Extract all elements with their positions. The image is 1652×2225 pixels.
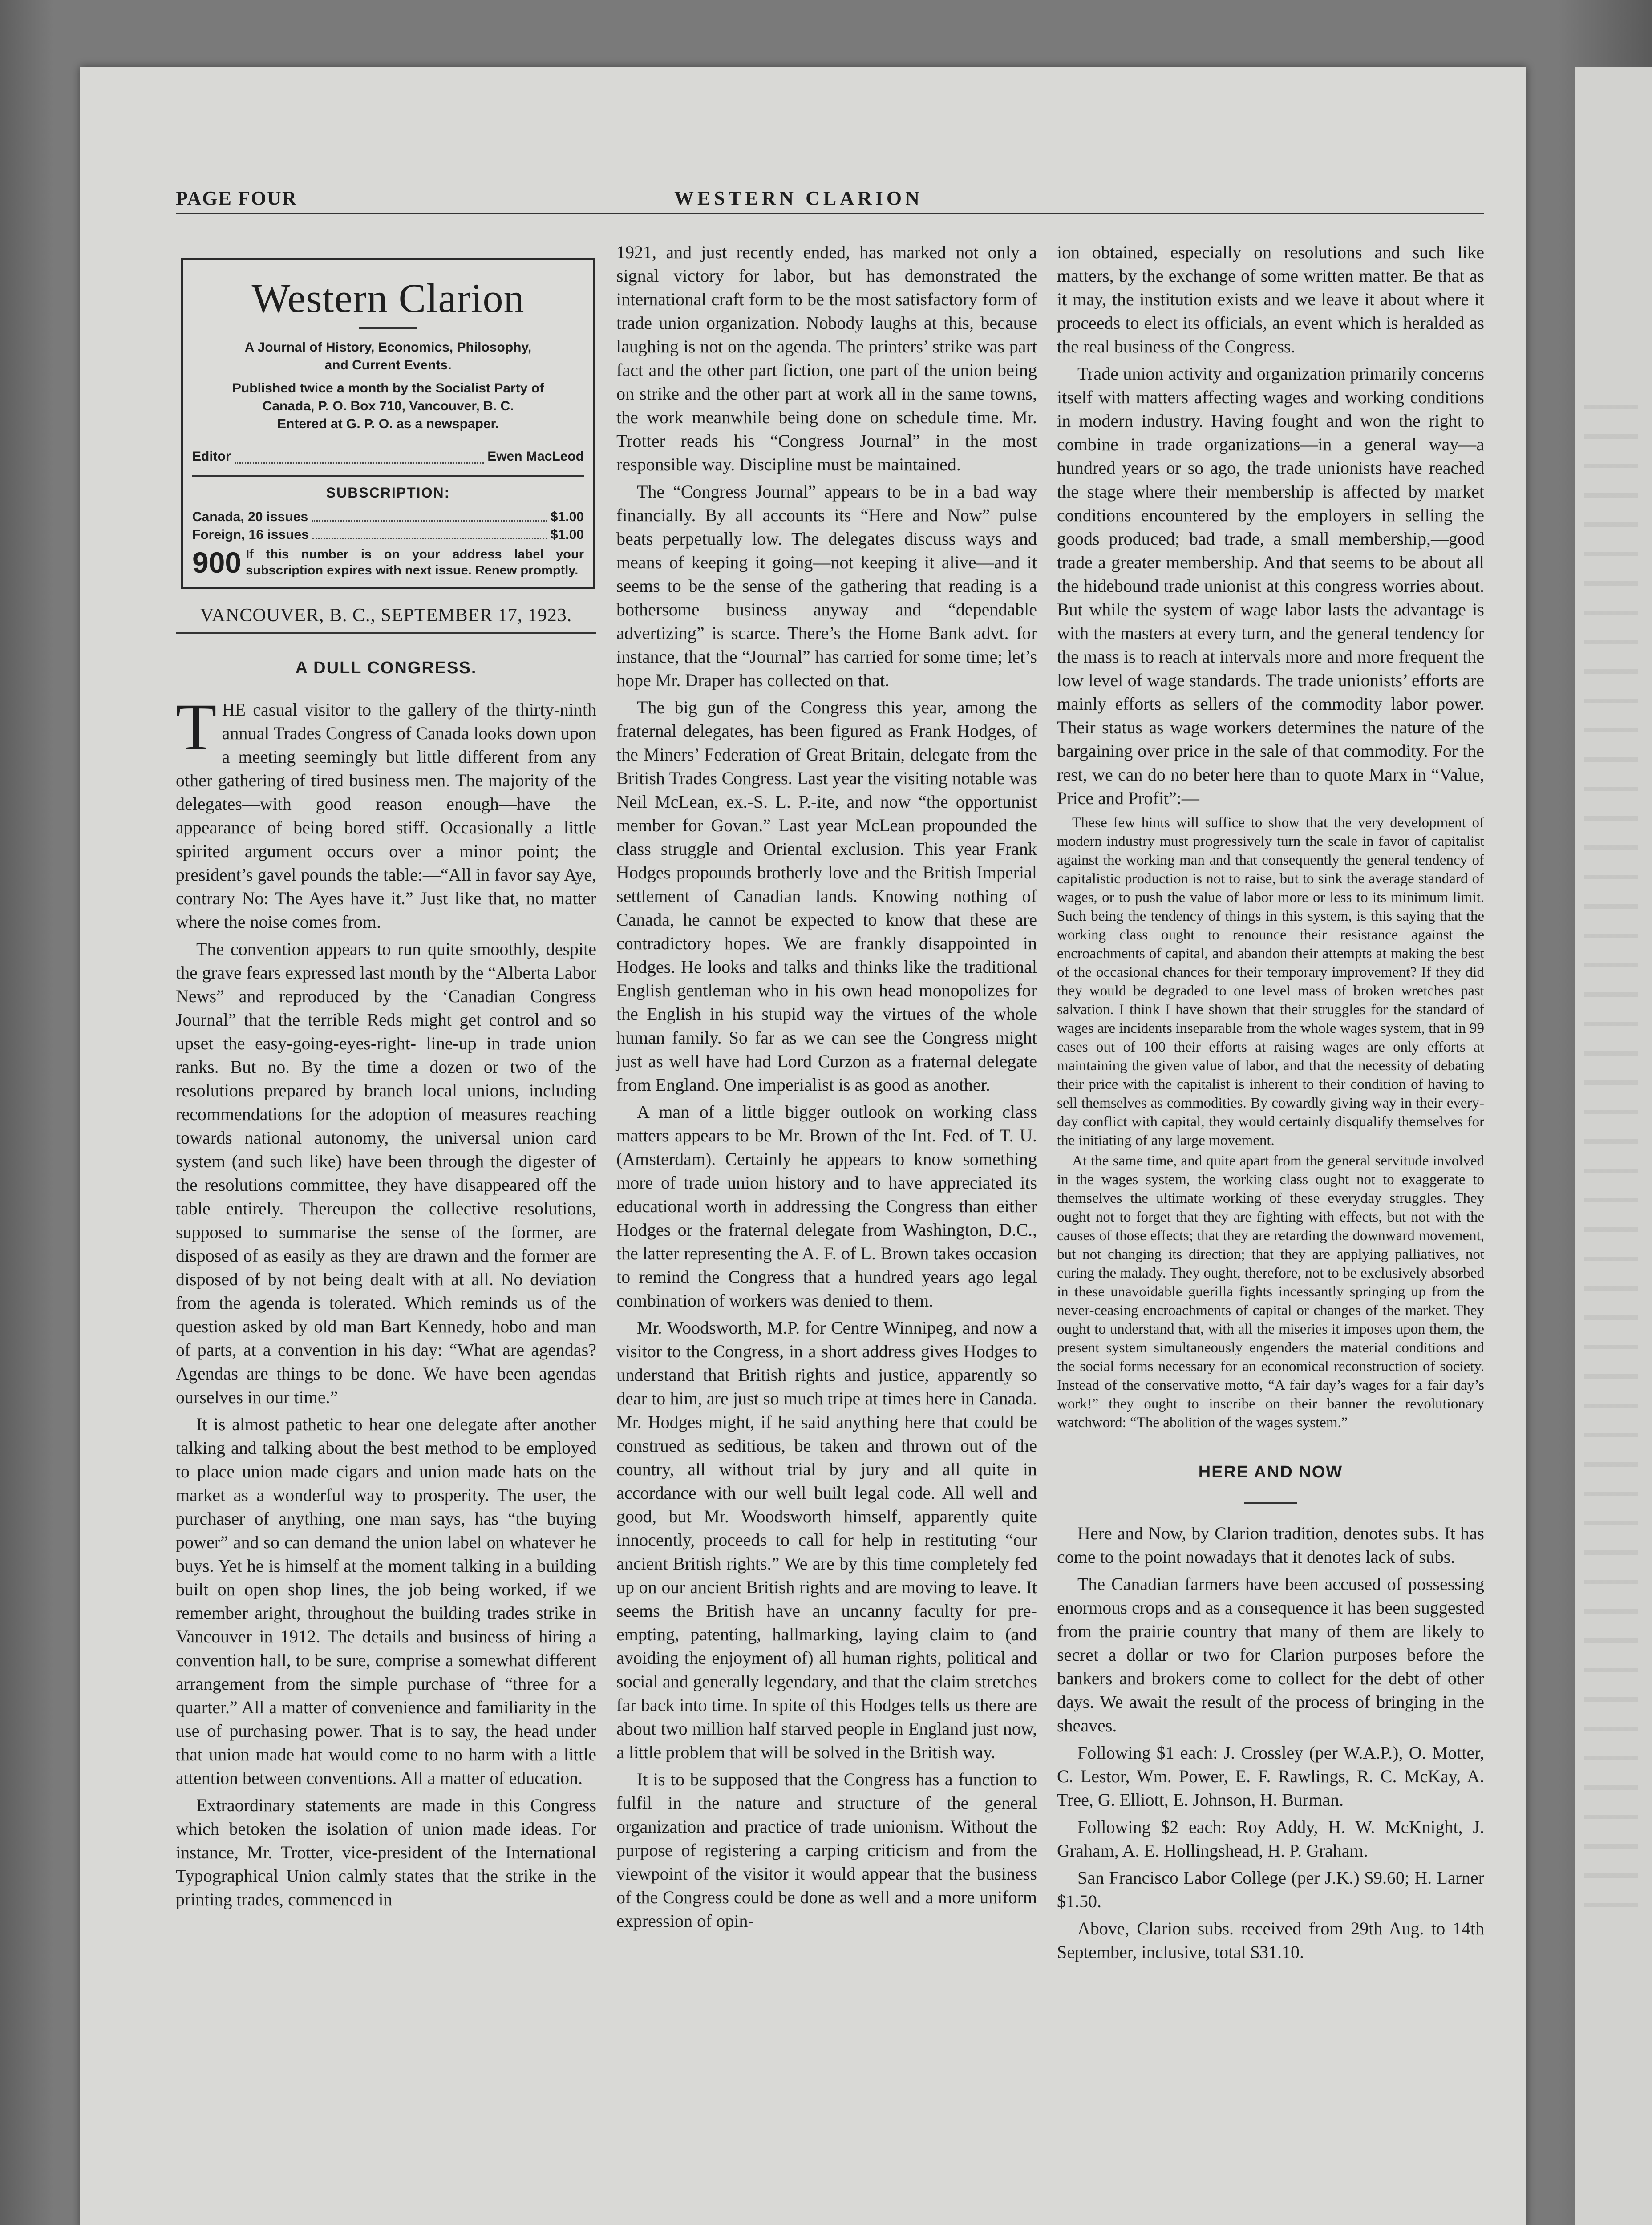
adjacent-page-text — [1584, 405, 1638, 1918]
subscription-price: $1.00 — [550, 510, 584, 524]
leader-dots — [312, 526, 547, 539]
article-paragraph: Trade union activity and organization primarily concerns itself with matters affecting wages and working conditions in modern industry. Having fought and won the right to combine in trade organizations—in a general way—a hundred years or so ago, the trade unionists have reached the stage where their membership is affected by market conditions encountered by the employers in selling the goods produced; bad trade, a small membership,—good trade a greater membership. And that seems to be about all the hidebound trade unionist at this congress worries about. But while the system of wage labor lasts the advantage is with the masters at every turn, and the general tendency for the mass is to reach at intervals more and more frequent the low level of wage standards. The trade unionists’ efforts are mainly efforts as sellers of the commodity labor power. Their status as wage workers determines the nature of the bargaining over price in the sale of that commodity. For the rest, we can do no beter here than to quote Marx in “Value, Price and Profit”:— — [1057, 364, 1484, 808]
article-paragraph: The convention appears to run quite smoothly, despite the grave fears expressed last month by the “Alberta Labor News” and reproduced by the ‘Canadian Congress Journal” that the terrible Reds might get control and so upset the easy-going-eyes-right- line-up in trade union ranks. But no. By the time a dozen or two of the resolutions prepared by branch local unions, including recommendations for the adoption of measures reaching towards national autonomy, the universal union card system (and such like) have been through the digester of the resolutions committee, they have disappeared off the table entirely. Thereupon the collective resolutions, supposed to summarise the sense of the former, are disposed of as easily as they are drawn and the former are disposed of by not being dealt with at all. No deviation from the agenda is tolerated. Which reminds us of the question asked by old man Bart Kennedy, hobo and man of parts, at a convention in his day: “What are agendas? Agendas are things to be done. We have been agendas ourselves in our time.” — [176, 939, 596, 1407]
article-headline: A DULL CONGRESS. — [295, 659, 477, 677]
publisher-line: Canada, P. O. Box 710, Vancouver, B. C. — [262, 399, 514, 413]
renewal-text: If this number is on your address label your subscription expires with next issue. Renew promptly. — [246, 547, 584, 578]
dateline-rule — [176, 632, 596, 634]
quotation-paragraph: These few hints will suffice to show that the very development of modern industry must progressively turn the scale in favor of capitalist against the working man and that consequently the general tendency of capitalistic production is not to raise, but to sink the average standard of wages, or to push the value of labor more or less to its minimum limit. Such being the tendency of things in this system, is this saying that the working class ought to renounce their resistance against the encroachments of capital, and abandon their attempts at making the best of the occasional chances for their temporary improvement? If they did they would be degraded to one level mass of broken wretches past salvation. I think I have shown that their struggles for the standard of wages are incidents inseparable from the whole wages system, that in 99 cases out of 100 their efforts at raising wages are only efforts at maintaining the given value of labor, and that the necessity of debating their price with the capitalist is inherent to their condition of having to sell themselves as commodities. By cowardly giving way in their every-day conflict with capital, they would certainly disqualify themselves for the initiating of any large movement. — [1057, 815, 1484, 1149]
article-paragraph: It is to be supposed that the Congress has a function to fulfil in the nature and structure of the general organization and practice of trade unionism. Without the purpose of registering a carping criticism and from the viewpoint of the visitor it would appear that the business of the Congress could be done as well and a more uniform expression of opin- — [616, 1769, 1037, 1931]
column-3 — [1057, 240, 1484, 1967]
article-paragraph: 1921, and just recently ended, has marked not only a signal victory for labor, but has demonstrated the international craft form to be the most satisfactory form of trade union organization. Nobody laughs at this, because laughing is not on the agenda. The printers’ strike was part fact and the other part fiction, one part of the union being on strike and the other part at work all in the same towns, the work meanwhile being done on schedule time. Mr. Trotter reads his “Congress Journal” in the most responsible way. Discipline must be maintained. — [616, 242, 1037, 474]
subscription-label: Foreign, 16 issues — [192, 527, 309, 542]
page-label: PAGE FOUR — [176, 187, 297, 209]
leader-dots — [235, 445, 484, 464]
paper-name: WESTERN CLARION — [674, 187, 923, 209]
marx-quotation — [1057, 813, 1484, 1432]
article-paragraph — [176, 690, 596, 934]
issue-number: 900 — [192, 546, 242, 579]
subscription-rule — [192, 475, 584, 477]
dateline: VANCOUVER, B. C., SEPTEMBER 17, 1923. — [200, 605, 572, 626]
leader-dots — [312, 508, 547, 522]
tagline-line: A Journal of History, Economics, Philosophy, — [244, 340, 532, 355]
article-paragraph: Following $1 each: J. Crossley (per W.A.P.), O. Motter, C. Lestor, Wm. Power, E. F. Rawlings, R. C. McKay, A. Tree, G. Elliott, E. Johnson, H. Burman. — [1057, 1743, 1484, 1810]
renewal-notice — [192, 546, 584, 578]
article-paragraph: The big gun of the Congress this year, among the fraternal delegates, has been figured as Frank Hodges, of the Miners’ Federation of Great Britain, delegate from the British Trades Congress. Last year the visiting notable was Neil McLean, ex.-S. L. P.-ite, and now “the opportunist member for Govan.” Last year McLean propounded the class struggle and Oriental exclusion. This year Frank Hodges propounds brotherly love and the British Imperial settlement of Canadian lands. Knowing nothing of Canada, he cannot be expected to know that these are contradictory hopes. We are frankly disappointed in Hodges. He looks and talks and thinks like the traditional English gentleman who in his own head monopolizes for the English in his stupid way the virtues of the whole human family. So far as we can see the Congress might just as well have had Lord Curzon as a fraternal delegate from England. One imperialist is as good as another. — [616, 697, 1037, 1095]
article-paragraph: Here and Now, by Clarion tradition, denotes subs. It has come to the point nowadays that it denotes lack of subs. — [1057, 1523, 1484, 1567]
publisher-line: Entered at G. P. O. as a newspaper. — [277, 417, 499, 431]
article-paragraph: Above, Clarion subs. received from 29th Aug. to 14th September, inclusive, total $31.10. — [1057, 1918, 1484, 1962]
editor-name: Ewen MacLeod — [487, 449, 584, 464]
column-1 — [176, 240, 596, 1915]
drop-cap: T — [176, 690, 217, 764]
column-2 — [616, 240, 1037, 1936]
masthead-tagline — [192, 339, 584, 433]
header-rule — [176, 213, 1484, 214]
masthead-box — [181, 258, 595, 589]
article-paragraph: Extraordinary statements are made in this Congress which betoken the isolation of union made ideas. For instance, Mr. Trotter, vice-president of the International Typographical Union calmly states that the strike in the printing trades, commenced in — [176, 1795, 596, 1909]
section-rule — [1244, 1502, 1297, 1504]
masthead-rule — [359, 327, 417, 329]
subscription-label: Canada, 20 issues — [192, 510, 308, 524]
adjacent-page-edge — [1575, 67, 1652, 2225]
section-headline: HERE AND NOW — [1198, 1463, 1343, 1481]
editor-label: Editor — [192, 449, 231, 464]
article-paragraph: Mr. Woodsworth, M.P. for Centre Winnipeg, and now a visitor to the Congress, in a short address gives Hodges to understand that British rights and justice, apparently so dear to him, are just so much tripe at times here in Canada. Mr. Hodges might, if he said anything here that could be construed as seditious, be taken and thrown out of the country, all without trial by jury and all quite in accordance with our well built legal code. All well and good, but Mr. Woodsworth himself, apparently quite innocently, proceeds to call for help in restituting “our ancient British rights.” We are by this time completely fed up on our ancient British rights and are moving to leave. It seems the British have an uncanny faculty for pre-empting, patenting, hallmarking, laying claim to (and avoiding the enjoyment of) all human rights, political and social and generally legendary, and that the claim stretches far back into time. In spite of this Hodges tells us there are about two million half starved people in England just now, a little problem that will be solved in the British way. — [616, 1318, 1037, 1762]
publisher-line: Published twice a month by the Socialist Party of — [232, 381, 544, 396]
article-paragraph: The Canadian farmers have been accused of possessing enormous crops and as a consequence it has been suggested from the prairie country that many of them are likely to secret a dollar or two for Clarion purposes before the bankers and brokers come to collect for the debt of other days. We await the result of the process of bringing in the sheaves. — [1057, 1574, 1484, 1736]
subscription-price: $1.00 — [550, 527, 584, 542]
quotation-paragraph: At the same time, and quite apart from the general servitude involved in the wages system, the working class ought not to exaggerate to themselves the ultimate working of these everyday struggles. They ought not to forget that they are fighting with effects, but not with the causes of those effects; that they are retarding the downward movement, but not changing its direction; that they are applying palliatives, not curing the malady. They ought, therefore, not to be exclusively absorbed in these unavoidable guerilla fights incessantly springing up from the never-ceasing encroachments of capital or changes of the market. They ought to understand that, with all the miseries it imposes upon them, the present system simultaneously engenders the material conditions and the social forms necessary for an economical reconstruction of society. Instead of the conservative motto, “A fair day’s wages for a fair day’s work!” they ought to inscribe on their banner the revolutionary watchword: “The abolition of the wages system.” — [1057, 1153, 1484, 1431]
tagline-line: and Current Events. — [324, 358, 452, 372]
article-paragraph: The “Congress Journal” appears to be in a bad way financially. By all accounts its “Here and Now” pulse beats perpetually low. The delegates discuss ways and means of keeping it going—not keeping it alive—and it seems to be the sense of the gathering that reading is a bothersome business anyway and “dependable advertizing” is scarce. There’s the Home Bank advt. for instance, that the “Journal” has carried for some time; let’s hope Mr. Draper has collected on that. — [616, 481, 1037, 690]
editor-line — [192, 445, 584, 468]
article-paragraph: It is almost pathetic to hear one delegate after another talking and talking about the best method to be employed to place union made cigars and union made hats on the market as a wonderful way to prosperity. The user, the purchaser of anything, one man says, has “the buying power” and so can demand the union label on whatever he buys. Yet he is himself at the moment talking in a building built on open shop lines, the job being worked, if we remember aright, throughout the building trades strike in Vancouver in 1912. The details and business of hiring a convention hall, to be sure, comprise a somewhat different arrangement from the simple purchase of “three for a quarter.” All a matter of convenience and familiarity in the use of purchasing power. That is to say, the head under that union made hat would come to no harm with a little attention between conventions. All a matter of education. — [176, 1414, 596, 1788]
subscription-row — [192, 508, 584, 526]
paragraph-text: HE casual visitor to the gallery of the thirty-ninth annual Trades Congress of Canada looks down upon a meeting seemingly but little different from any other gathering of tired business men. The majority of the delegates—with good reason enough—have the appearance of being bored stiff. Occasionally a little spirited argument occurs over a minor point; the president’s gavel pounds the table:—“All in favor say Aye, contrary No: The Ayes have it.” Just like that, no matter where the noise comes from. — [176, 700, 596, 932]
article-paragraph: San Francisco Labor College (per J.K.) $9.60; H. Larner $1.50. — [1057, 1868, 1484, 1911]
masthead-title: Western Clarion — [251, 275, 525, 321]
article-paragraph: A man of a little bigger outlook on working class matters appears to be Mr. Brown of the Int. Fed. of T. U. (Amsterdam). Certainly he appears to know something more of trade union history and to have appreciated its educational worth in addressing the Congress than either Hodges or the fraternal delegate from Washington, D.C., the latter representing the A. F. of L. Brown takes occasion to remind the Congress that a hundred years ago legal combination of workers was denied to them. — [616, 1102, 1037, 1311]
subscription-heading: SUBSCRIPTION: — [326, 485, 450, 501]
article-paragraph: Following $2 each: Roy Addy, H. W. McKnight, J. Graham, A. E. Hollingshead, H. P. Graham. — [1057, 1817, 1484, 1861]
article-paragraph: ion obtained, especially on resolutions and such like matters, by the exchange of some written matter. Be that as it may, the institution exists and we leave it about where it proceeds to elect its officials, an event which is heralded as the real business of the Congress. — [1057, 242, 1484, 356]
subscription-row — [192, 526, 584, 544]
running-head — [176, 187, 1466, 214]
